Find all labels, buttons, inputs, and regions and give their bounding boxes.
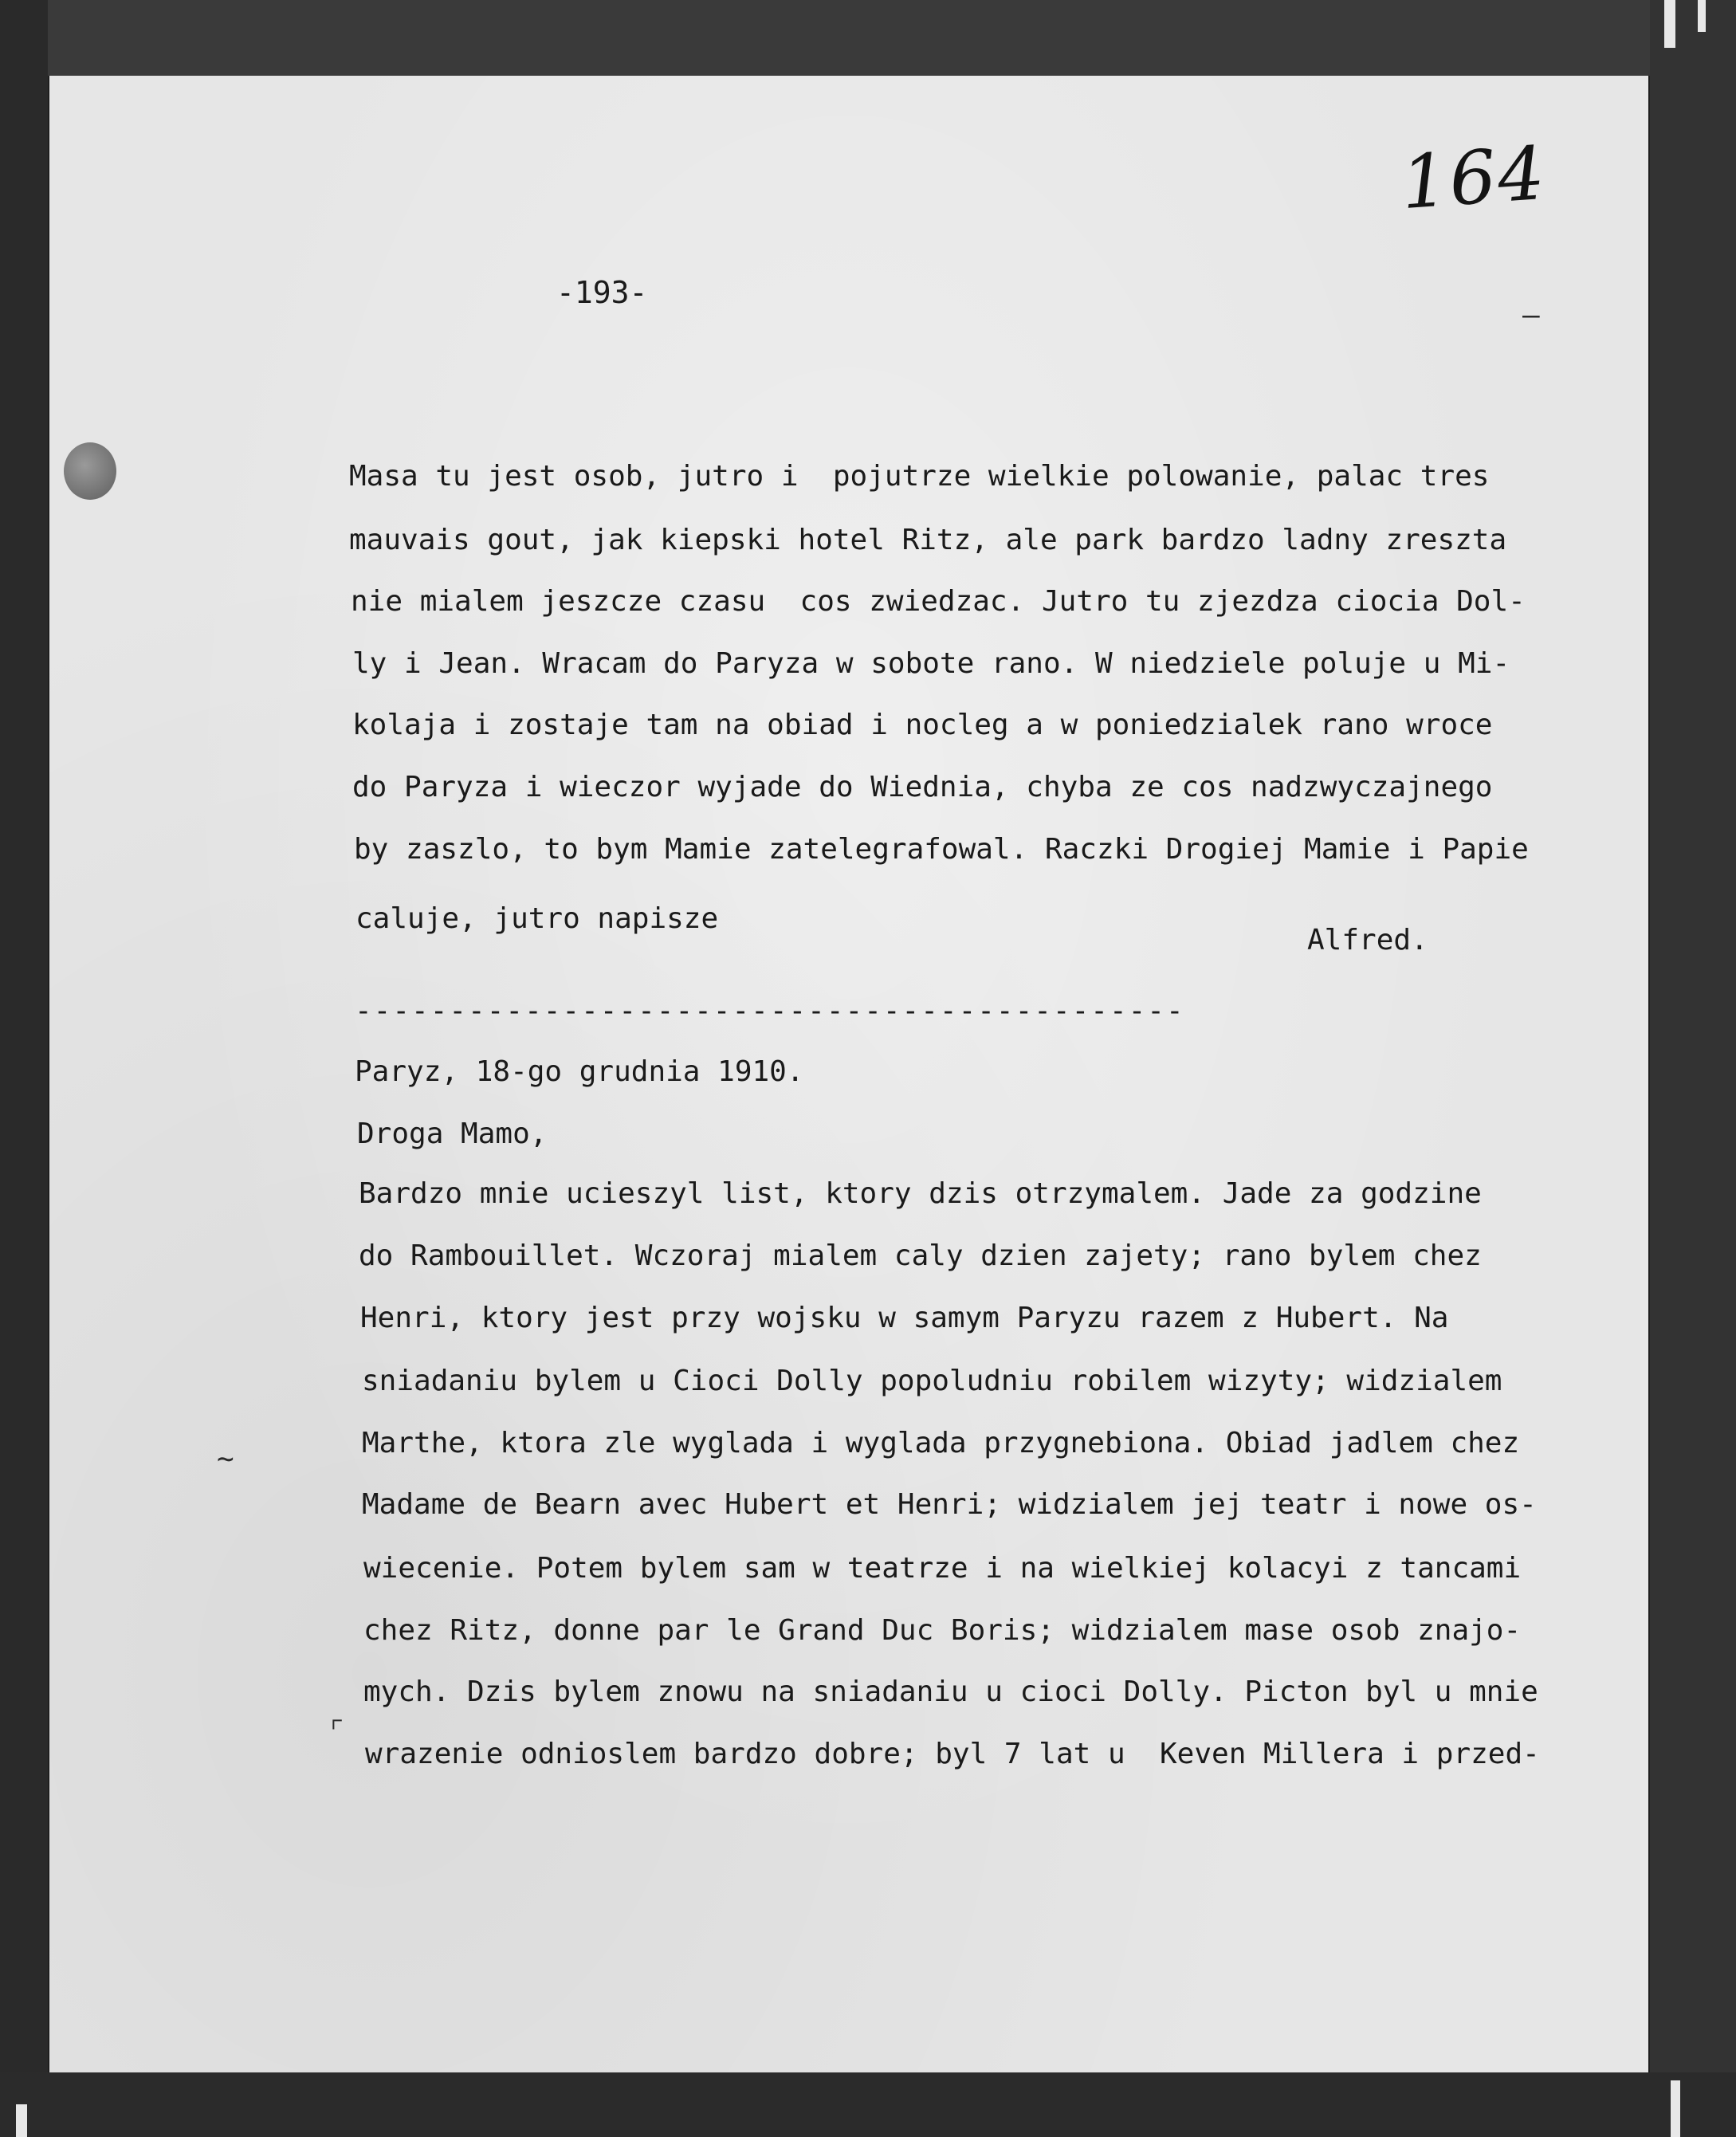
salutation: Droga Mamo, [357, 1118, 548, 1150]
dateline: Paryz, 18-go grudnia 1910. [355, 1055, 804, 1088]
text-line: mauvais gout, jak kiepski hotel Ritz, ale park bardzo ladny zreszta [349, 524, 1507, 556]
text-line: sniadaniu bylem u Cioci Dolly popoludniu robilem wizyty; widzialem [362, 1365, 1502, 1397]
text-line: Madame de Bearn avec Hubert et Henri; widzialem jej teatr i nowe os- [362, 1488, 1537, 1521]
signature: Alfred. [1307, 924, 1428, 957]
film-frame-right [1650, 0, 1736, 2137]
text-line: chez Ritz, donne par le Grand Duc Boris; widzialem mase osob znajo- [363, 1614, 1522, 1647]
document-page [49, 76, 1648, 2072]
text-line: do Paryza i wieczor wyjade do Wiednia, chyba ze cos nadzwyczajnego [352, 771, 1493, 803]
separator-line: -------------------------------------------- [355, 995, 1185, 1027]
text-line: Marthe, ktora zle wyglada i wyglada przygnebiona. Obiad jadlem chez [362, 1427, 1520, 1459]
text-line: Henri, ktory jest przy wojsku w samym Paryzu razem z Hubert. Na [360, 1302, 1449, 1334]
text-line: wrazenie odnioslem bardzo dobre; byl 7 lat u Keven Millera i przed- [365, 1738, 1540, 1770]
text-line: ly i Jean. Wracam do Paryza w sobote rano. W niedziele poluje u Mi- [352, 647, 1510, 680]
film-frame-top [0, 0, 1736, 76]
film-notch [1671, 2080, 1680, 2137]
punch-hole [64, 442, 116, 500]
text-line: Masa tu jest osob, jutro i pojutrze wielkie polowanie, palac tres [349, 460, 1490, 493]
handwritten-folio-number: 164 [1398, 130, 1549, 226]
text-line: by zaszlo, to bym Mamie zatelegrafowal. Raczki Drogiej Mamie i Papie [354, 833, 1529, 866]
text-line: caluje, jutro napisze [355, 902, 719, 935]
text-line: wiecenie. Potem bylem sam w teatrze i na wielkiej kolacyi z tancami [363, 1552, 1522, 1585]
stray-mark: – [1522, 299, 1540, 332]
text-line: Bardzo mnie ucieszyl list, ktory dzis otrzymalem. Jade za godzine [359, 1177, 1482, 1210]
film-notch [16, 2104, 27, 2137]
film-notch [1698, 0, 1706, 32]
stray-mark: ⌜ [328, 1714, 346, 1746]
text-line: kolaja i zostaje tam na obiad i nocleg a w poniedzialek rano wroce [352, 709, 1493, 741]
film-notch [1664, 0, 1675, 48]
text-line: do Rambouillet. Wczoraj mialem caly dzien zajety; rano bylem chez [359, 1239, 1482, 1272]
stray-mark: ∼ [217, 1443, 234, 1475]
text-line: nie mialem jeszcze czasu cos zwiedzac. Jutro tu zjezdza ciocia Dol- [351, 585, 1526, 618]
page-number: -193- [556, 275, 648, 310]
film-frame-bottom [0, 2072, 1736, 2137]
film-frame-left [0, 0, 48, 2137]
text-line: mych. Dzis bylem znowu na sniadaniu u cioci Dolly. Picton byl u mnie [363, 1675, 1538, 1708]
